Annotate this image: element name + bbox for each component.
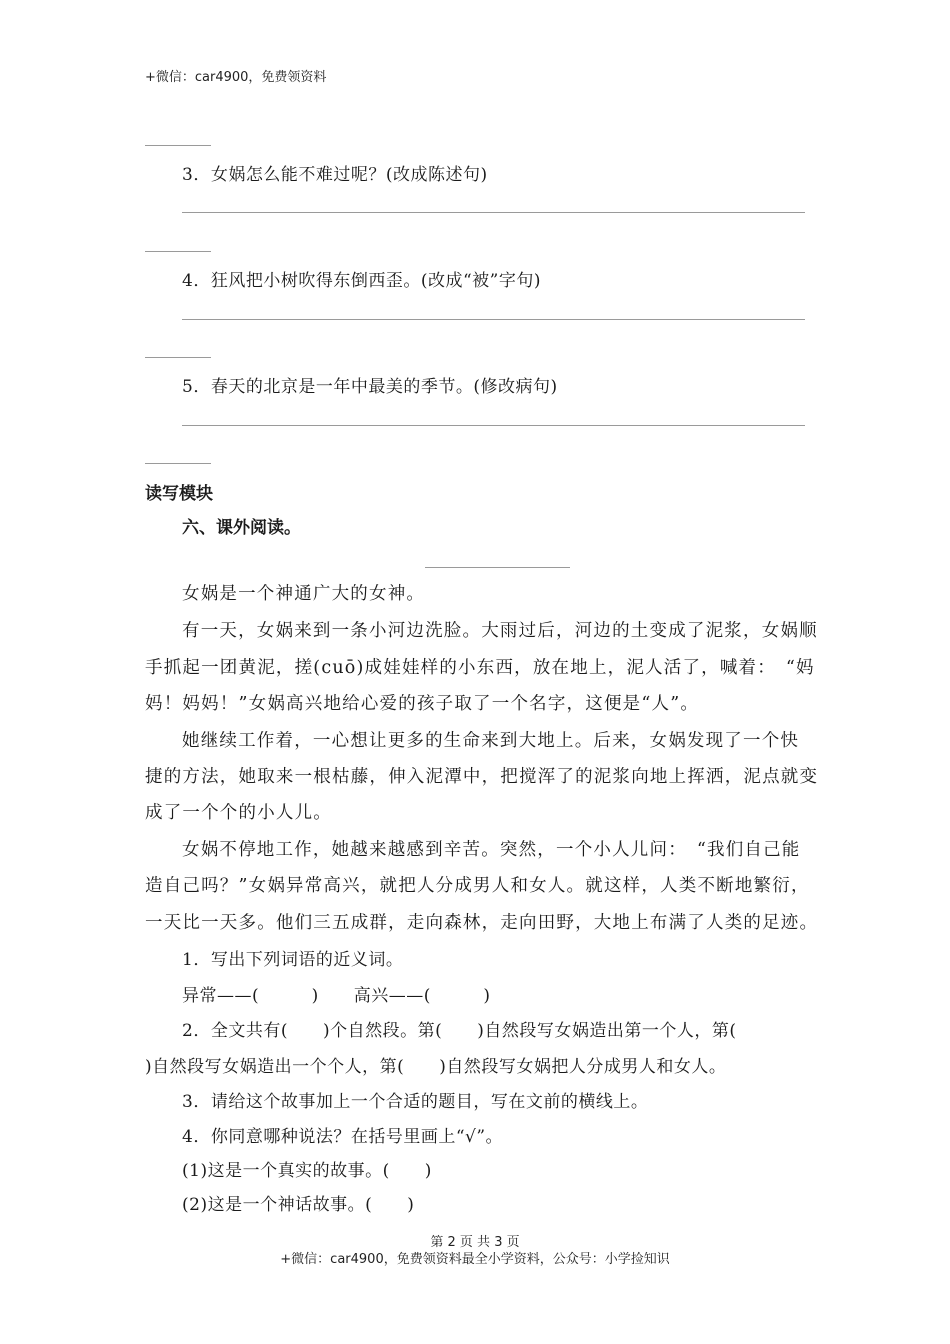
page-footer: +微信：car4900，免费领资料最全小学资料，公众号：小学捡知识 [280,1252,670,1267]
answer-line [182,212,805,213]
answer-line [182,425,805,426]
answer-line-stub [145,251,211,252]
passage-line: 捷的方法，她取来一根枯藤，伸入泥潭中，把搅浑了的泥浆向地上挥洒，泥点就变 [145,767,819,787]
passage-line: 手抓起一团黄泥，搓(cuō)成娃娃样的小东西，放在地上，泥人活了，喊着： “妈 [145,658,815,678]
passage-line: 一天比一天多。他们三五成群，走向森林，走向田野，大地上布满了人类的足迹。 [145,913,819,933]
question-3: 3．请给这个故事加上一个合适的题目，写在文前的横线上。 [182,1092,649,1112]
page-header: +微信：car4900，免费领资料 [145,70,327,85]
passage-line: 有一天，女娲来到一条小河边洗脸。大雨过后，河边的土变成了泥浆，女娲顺 [182,621,818,641]
page-number: 第 2 页 共 3 页 [430,1235,520,1250]
answer-line-stub [145,145,211,146]
question-4-option-2: (2)这是一个神话故事。( ) [182,1195,415,1215]
answer-line-stub [145,463,211,464]
passage-line: 女娲是一个神通广大的女神。 [182,584,426,604]
question-1: 1．写出下列词语的近义词。 [182,950,404,970]
question-2-continued: )自然段写女娲造出一个个人，第( )自然段写女娲把人分成男人和女人。 [145,1057,727,1077]
title-blank-line [425,567,570,568]
passage-line: 妈！妈妈！”女娲高兴地给心爱的孩子取了一个名字，这便是“人”。 [145,694,700,714]
passage-line: 女娲不停地工作，她越来越感到辛苦。突然，一个小人儿问： “我们自己能 [182,840,801,860]
section-title: 六、课外阅读。 [182,518,301,538]
answer-line [182,319,805,320]
passage-line: 造自己吗？”女娲异常高兴，就把人分成男人和女人。就这样，人类不断地繁衍， [145,876,810,896]
question-4: 4．你同意哪种说法？在括号里画上“√”。 [182,1127,504,1147]
module-title: 读写模块 [145,484,213,504]
question-4-option-1: (1)这是一个真实的故事。( ) [182,1161,432,1181]
question-2: 2．全文共有( )个自然段。第( )自然段写女娲造出第一个人，第( [182,1021,737,1041]
answer-line-stub [145,357,211,358]
question-1-blanks: 异常——( ) 高兴——( ) [182,986,491,1006]
passage-line: 成了一个个的小人儿。 [145,803,332,823]
exercise-3: 3．女娲怎么能不难过呢？(改成陈述句) [182,165,488,185]
passage-line: 她继续工作着，一心想让更多的生命来到大地上。后来，女娲发现了一个快 [182,731,800,751]
exercise-5: 5．春天的北京是一年中最美的季节。(修改病句) [182,377,558,397]
exercise-4: 4．狂风把小树吹得东倒西歪。(改成“被”字句) [182,271,541,291]
